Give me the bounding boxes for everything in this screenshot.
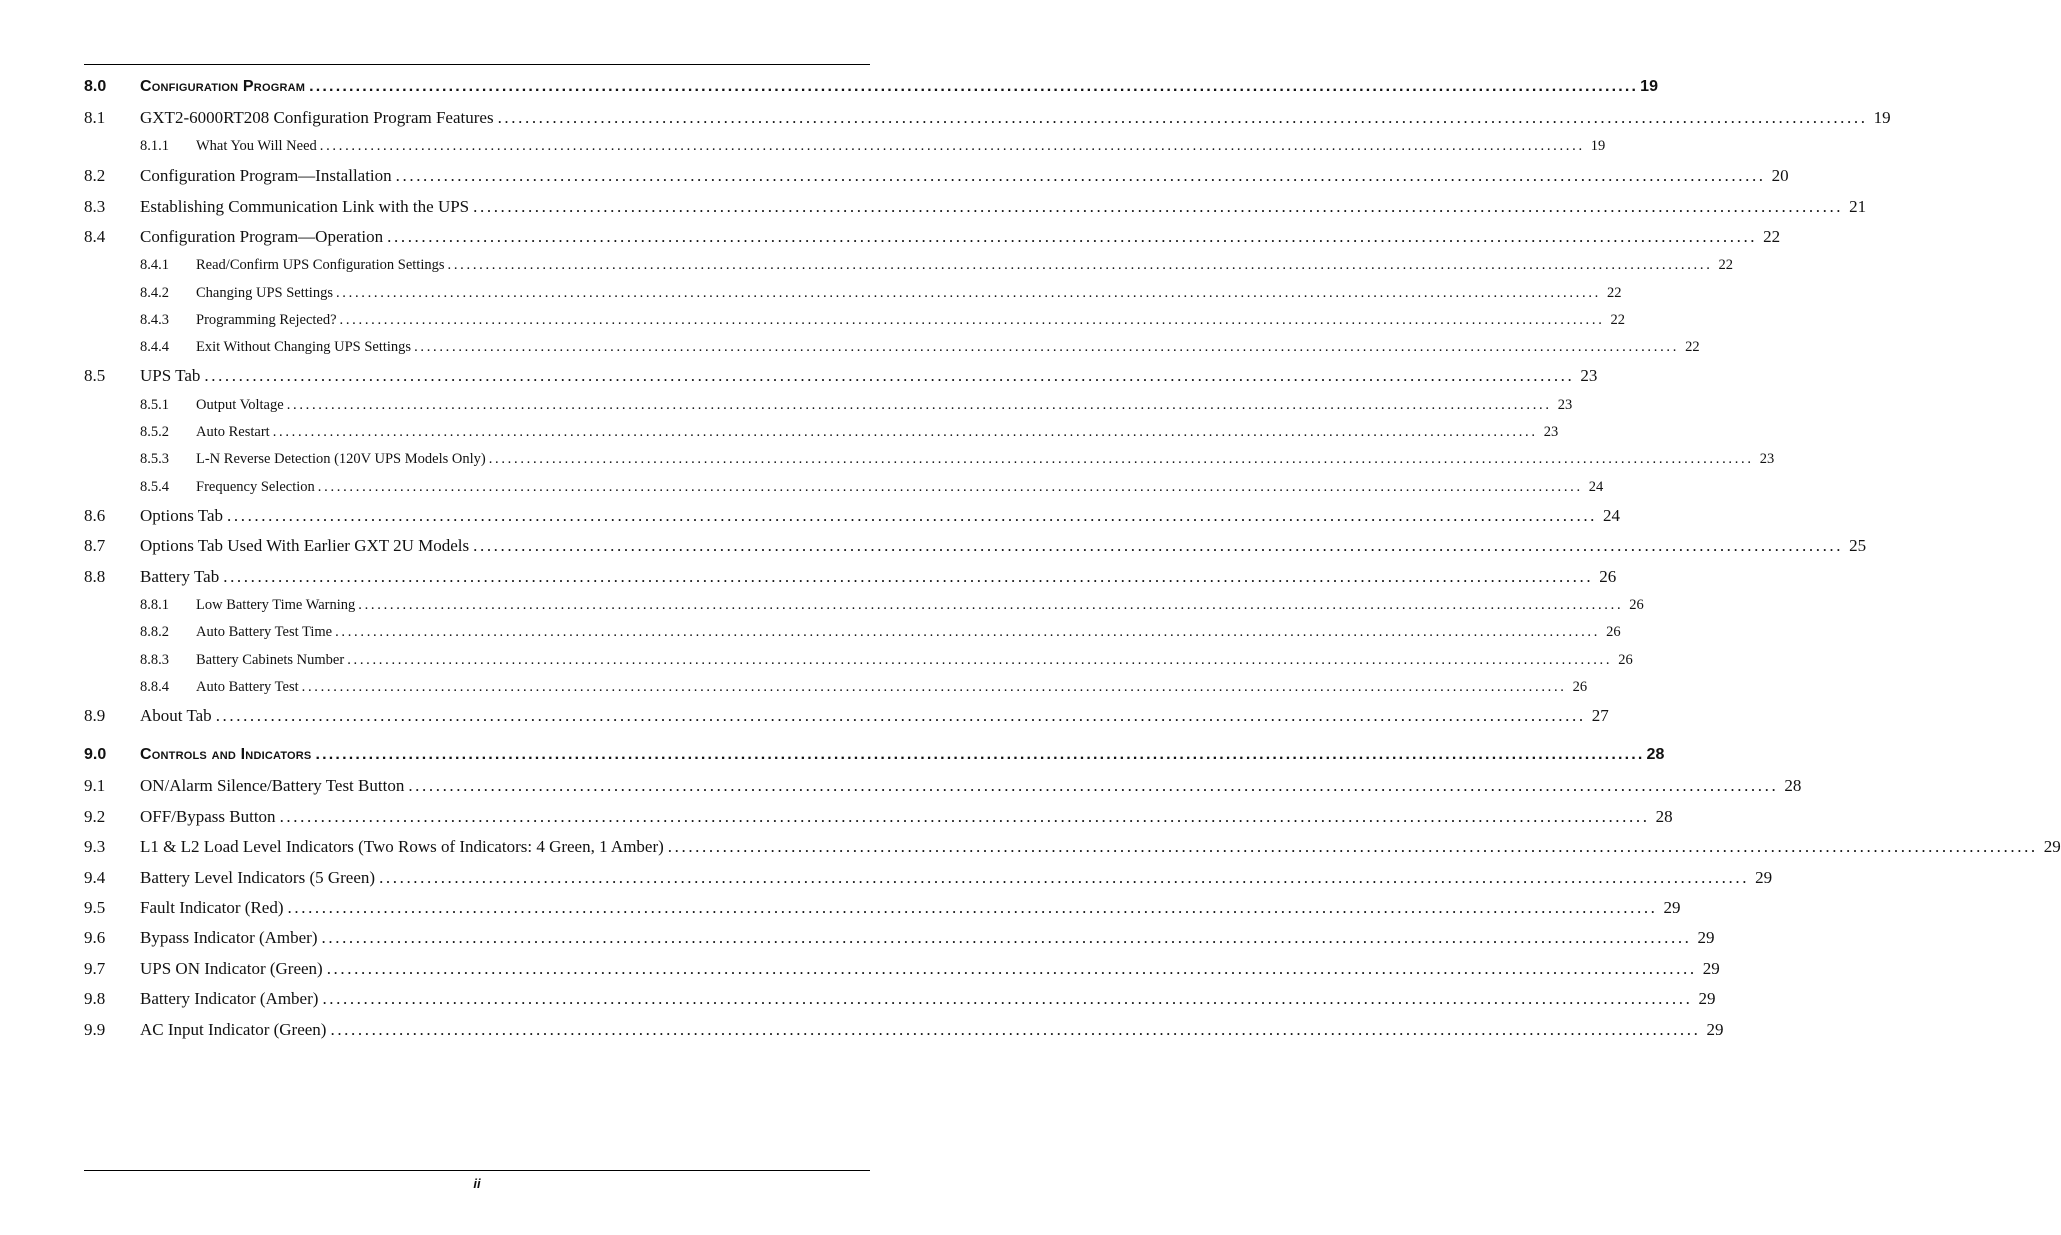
toc-entry-title[interactable]: Low Battery Time Warning [196, 597, 356, 613]
toc-entry[interactable] [84, 746, 1665, 768]
toc-dot-leader: ........................................................................................................................................................................................................ [321, 928, 1692, 947]
toc-entry[interactable] [84, 339, 1700, 361]
toc-dot-leader: ........................................................................................................................................................................................................ [286, 397, 1552, 413]
toc-entry-page[interactable]: 26 [1572, 679, 1588, 695]
toc-entry-page[interactable]: 26 [1606, 624, 1621, 640]
toc-dot-leader: ........................................................................................................................................................................................................ [395, 166, 1766, 185]
toc-entry-number: 8.8.3 [140, 652, 169, 668]
toc-entry-number: 9.4 [84, 868, 106, 887]
toc-dot-leader: ........................................................................................................................................................................................................ [339, 312, 1605, 328]
toc-dot-leader: ........................................................................................................................................................................................................ [414, 339, 1680, 355]
toc-entry[interactable] [84, 868, 1773, 890]
page-number: ii [473, 1176, 481, 1191]
toc-entry-page[interactable]: 24 [1588, 479, 1604, 495]
toc-entry[interactable] [84, 366, 1598, 388]
toc-entry[interactable] [84, 108, 1891, 130]
toc-entry-page[interactable]: 25 [1849, 536, 1867, 555]
toc-entry-page[interactable]: 19 [1590, 138, 1606, 154]
toc-entry-title[interactable]: Programming Rejected? [196, 312, 337, 328]
toc-entry[interactable] [84, 479, 1604, 501]
toc-entry-page[interactable]: 29 [1698, 989, 1716, 1008]
toc-entry[interactable] [84, 257, 1734, 279]
toc-dot-leader: ........................................................................................................................................................................................................ [301, 679, 1567, 695]
toc-entry[interactable] [84, 227, 1781, 249]
toc-entry[interactable] [84, 706, 1609, 728]
toc-entry-title[interactable]: L-N Reverse Detection (120V UPS Models Only) [196, 451, 486, 467]
toc-entry-title[interactable]: Auto Restart [196, 424, 270, 440]
toc-entry-number: 8.5.4 [140, 479, 169, 495]
toc-entry-page[interactable]: 29 [1663, 898, 1681, 917]
toc-entry-number: 8.8.1 [140, 597, 169, 613]
toc-entry-page[interactable]: 26 [1629, 597, 1644, 613]
toc-dot-leader: ........................................................................................................................................................................................................ [287, 898, 1658, 917]
toc-entry-number: 8.4.4 [140, 339, 169, 355]
toc-entry-number: 8.6 [84, 506, 106, 525]
toc-entry[interactable] [84, 989, 1716, 1011]
toc-entry-number: 9.6 [84, 928, 106, 947]
toc-entry-number: 8.3 [84, 197, 106, 216]
toc-entry-page[interactable]: 19 [1640, 78, 1658, 95]
toc-entry-title[interactable]: Configuration Program—Operation [140, 227, 384, 246]
toc-entry[interactable] [84, 506, 1621, 528]
toc-dot-leader: ........................................................................................................................................................................................................ [335, 624, 1601, 640]
toc-entry-page[interactable]: 29 [2043, 837, 2061, 856]
toc-entry-number: 8.8.2 [140, 624, 169, 640]
toc-entry-page[interactable]: 22 [1610, 312, 1626, 328]
toc-entry-title[interactable]: ON/Alarm Silence/Battery Test Button [140, 776, 405, 795]
toc-entry[interactable] [84, 776, 1802, 798]
toc-entry[interactable] [84, 451, 1775, 473]
toc-entry-title[interactable]: AC Input Indicator (Green) [140, 1020, 327, 1039]
toc-entry-title[interactable]: Establishing Communication Link with the UPS [140, 197, 470, 216]
toc-entry[interactable] [84, 1020, 1724, 1042]
toc-entry[interactable] [84, 959, 1720, 981]
toc-entry[interactable] [84, 536, 1867, 558]
toc-entry-number: 8.4.3 [140, 312, 169, 328]
toc-entry-number: 8.1 [84, 108, 106, 127]
toc-dot-leader: ........................................................................................................................................................................................................ [223, 567, 1594, 586]
toc-entry-title[interactable]: Options Tab Used With Earlier GXT 2U Models [140, 536, 470, 555]
toc-entry-title[interactable]: Battery Cabinets Number [196, 652, 345, 668]
toc-entry[interactable] [84, 679, 1588, 701]
toc-entry-number: 8.0 [84, 78, 107, 95]
toc-entry-page[interactable]: 28 [1646, 746, 1665, 763]
toc-entry-page[interactable]: 28 [1655, 807, 1673, 826]
toc-entry[interactable] [84, 807, 1673, 829]
toc-entry[interactable] [84, 597, 1644, 619]
toc-entry-page[interactable]: 24 [1603, 506, 1621, 525]
toc-entry-number: 8.8 [84, 567, 106, 586]
toc-entry-number: 9.1 [84, 776, 106, 795]
toc-entry-page[interactable]: 26 [1599, 567, 1617, 586]
toc-entry-title[interactable]: What You Will Need [196, 138, 317, 154]
toc-dot-leader: ........................................................................................................................................................................................................ [215, 706, 1586, 725]
toc-entry-number: 8.8.4 [140, 679, 169, 695]
toc-entry-number: 9.7 [84, 959, 106, 978]
toc-entry-title[interactable]: Read/Confirm UPS Configuration Settings [196, 257, 445, 273]
toc-entry-number: 8.1.1 [140, 138, 169, 154]
toc-dot-leader: ........................................................................................................................................................................................................ [322, 989, 1693, 1008]
toc-entry-number: 9.3 [84, 837, 106, 856]
toc-entry-number: 8.2 [84, 166, 106, 185]
toc-entry-page[interactable]: 23 [1759, 451, 1775, 467]
toc-entry[interactable] [84, 166, 1789, 188]
toc-entry-number: 8.5.2 [140, 424, 169, 440]
toc-entry-title[interactable]: Frequency Selection [196, 479, 315, 495]
toc-entry[interactable] [84, 567, 1617, 589]
toc-entry-number: 9.2 [84, 807, 106, 826]
toc-entry[interactable] [84, 837, 2061, 859]
toc-entry-title[interactable]: Options Tab [140, 506, 224, 525]
toc-entry-page[interactable]: 29 [1697, 928, 1715, 947]
toc-dot-leader: ........................................................................................................................................................................................................ [309, 78, 1639, 95]
toc-entry-title[interactable]: About Tab [140, 706, 212, 725]
toc-dot-leader: ........................................................................................................................................................................................................ [315, 746, 1645, 763]
toc-entry-number: 8.5 [84, 366, 106, 385]
toc-dot-leader: ........................................................................................................................................................................................................ [408, 776, 1779, 795]
toc-entry-number: 8.4.1 [140, 257, 169, 273]
toc-dot-leader: ........................................................................................................................................................................................................ [204, 366, 1575, 385]
toc-entry-title[interactable]: OFF/Bypass Button [140, 807, 276, 826]
toc-entry-title[interactable]: GXT2-6000RT208 Configuration Program Features [140, 108, 494, 127]
toc-entry-title[interactable]: Configuration Program—Installation [140, 166, 392, 185]
toc-entry-title[interactable]: Controls and Indicators [140, 746, 312, 763]
toc-entry-number: 8.7 [84, 536, 106, 555]
toc-entry[interactable] [84, 624, 1621, 646]
toc-entry-title[interactable]: Battery Indicator (Amber) [140, 989, 319, 1008]
toc-dot-leader: ........................................................................................................................................................................................................ [227, 506, 1598, 525]
toc-entry[interactable] [84, 928, 1715, 950]
toc-dot-leader: ........................................................................................................................................................................................................ [447, 257, 1713, 273]
toc-entry-title[interactable]: UPS ON Indicator (Green) [140, 959, 323, 978]
footer-rule [84, 1170, 870, 1171]
toc-entry-title[interactable]: Configuration Program [140, 78, 306, 95]
toc-entry-page[interactable]: 29 [1706, 1020, 1724, 1039]
toc-dot-leader: ........................................................................................................................................................................................................ [326, 959, 1697, 978]
toc-entry-page[interactable]: 23 [1543, 424, 1559, 440]
toc-dot-leader: ........................................................................................................................................................................................................ [473, 536, 1844, 555]
toc-entry[interactable] [84, 424, 1559, 446]
toc-dot-leader: ........................................................................................................................................................................................................ [497, 108, 1868, 127]
toc-entry[interactable] [84, 898, 1681, 920]
toc-entry-title[interactable]: Changing UPS Settings [196, 285, 333, 301]
toc-entry-title[interactable]: UPS Tab [140, 366, 201, 385]
toc-entry-page[interactable]: 22 [1718, 257, 1734, 273]
toc-dot-leader: ........................................................................................................................................................................................................ [335, 285, 1601, 301]
toc-entry-page[interactable]: 22 [1763, 227, 1781, 246]
toc-entry-title[interactable]: Output Voltage [196, 397, 284, 413]
toc-dot-leader: ........................................................................................................................................................................................................ [317, 479, 1583, 495]
toc-entry-number: 8.4.2 [140, 285, 169, 301]
toc-entry-page[interactable]: 21 [1849, 197, 1867, 216]
toc-entry[interactable] [84, 312, 1626, 334]
toc-entry-number: 9.8 [84, 989, 106, 1008]
toc-entry-number: 9.0 [84, 746, 107, 763]
toc-entry-title[interactable]: Exit Without Changing UPS Settings [196, 339, 412, 355]
toc-entry-number: 9.5 [84, 898, 106, 917]
toc-entry[interactable] [84, 285, 1622, 307]
toc-entry[interactable] [84, 197, 1867, 219]
toc-entry-page[interactable]: 20 [1771, 166, 1789, 185]
toc-entry-page[interactable]: 28 [1784, 776, 1802, 795]
toc-dot-leader: ........................................................................................................................................................................................................ [347, 652, 1613, 668]
toc-dot-leader: ........................................................................................................................................................................................................ [667, 837, 2038, 856]
toc-dot-leader: ........................................................................................................................................................................................................ [272, 424, 1538, 440]
toc-entry-number: 8.9 [84, 706, 106, 725]
toc-entry-title[interactable]: Bypass Indicator (Amber) [140, 928, 318, 947]
toc-dot-leader: ........................................................................................................................................................................................................ [488, 451, 1754, 467]
toc-entry[interactable] [84, 78, 1658, 100]
toc-entry-number: 9.9 [84, 1020, 106, 1039]
toc-dot-leader: ........................................................................................................................................................................................................ [279, 807, 1650, 826]
toc-entry-page[interactable]: 23 [1580, 366, 1598, 385]
toc-dot-leader: ........................................................................................................................................................................................................ [379, 868, 1750, 887]
toc-entry-page[interactable]: 26 [1618, 652, 1633, 668]
toc-entry-title[interactable]: L1 & L2 Load Level Indicators (Two Rows of Indicators: 4 Green, 1 Amber) [140, 837, 664, 856]
toc-entry-number: 8.5.1 [140, 397, 169, 413]
toc-entry-page[interactable]: 23 [1557, 397, 1573, 413]
toc-entry-page[interactable]: 19 [1873, 108, 1891, 127]
toc-entry[interactable] [84, 397, 1573, 419]
toc-dot-leader: ........................................................................................................................................................................................................ [358, 597, 1624, 613]
toc-dot-leader: ........................................................................................................................................................................................................ [473, 197, 1844, 216]
toc-dot-leader: ........................................................................................................................................................................................................ [387, 227, 1758, 246]
toc-entry-title[interactable]: Auto Battery Test Time [196, 624, 333, 640]
toc-entry[interactable] [84, 652, 1633, 674]
toc-entry-page[interactable]: 27 [1591, 706, 1609, 725]
toc-entry-title[interactable]: Battery Tab [140, 567, 220, 586]
toc-entry-number: 8.4 [84, 227, 106, 246]
header-rule [84, 64, 870, 65]
toc-dot-leader: ........................................................................................................................................................................................................ [319, 138, 1585, 154]
toc-entry-title[interactable]: Fault Indicator (Red) [140, 898, 284, 917]
toc-entry-title[interactable]: Battery Level Indicators (5 Green) [140, 868, 376, 887]
toc-entry-page[interactable]: 29 [1702, 959, 1720, 978]
toc-entry-title[interactable]: Auto Battery Test [196, 679, 299, 695]
toc-entry-number: 8.5.3 [140, 451, 169, 467]
toc-entry[interactable] [84, 138, 1606, 160]
toc-entry-page[interactable]: 22 [1685, 339, 1700, 355]
toc-dot-leader: ........................................................................................................................................................................................................ [330, 1020, 1701, 1039]
toc-entry-page[interactable]: 22 [1606, 285, 1622, 301]
toc-entry-page[interactable]: 29 [1755, 868, 1773, 887]
